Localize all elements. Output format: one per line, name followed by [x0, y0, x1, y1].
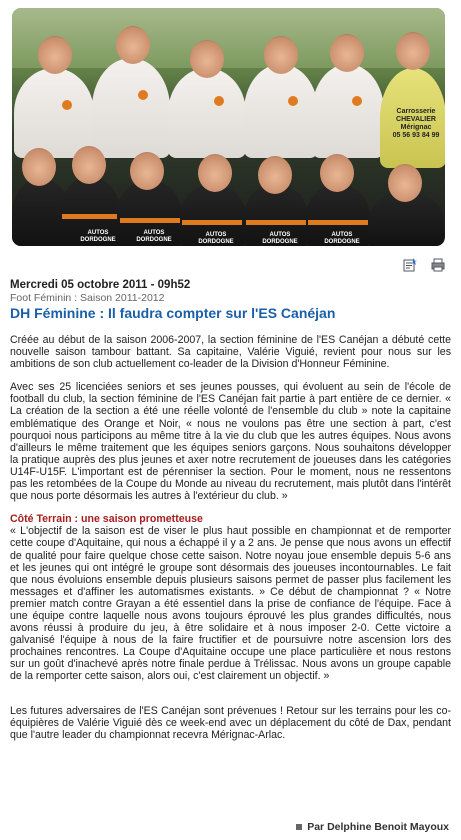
- author-byline: [296, 821, 449, 833]
- breadcrumb[interactable]: Foot Féminin : Saison 2011-2012: [10, 292, 165, 304]
- player-head: [190, 40, 224, 78]
- shirt-stripe: [308, 220, 368, 225]
- player-head: [116, 26, 150, 64]
- article-body: [10, 334, 451, 752]
- shirt-sponsor: AUTOS DORDOGNE: [198, 232, 234, 245]
- player-head: [72, 146, 106, 184]
- author-name: Par Delphine Benoit Mayoux: [307, 821, 449, 833]
- player-back-4: [244, 64, 318, 158]
- club-crest: [62, 100, 72, 110]
- player-back-1: [14, 68, 94, 158]
- paragraph-club: Avec ses 25 licenciées seniors et ses jeunes pousses, qui évoluent au sein de l'école de football du club, la section féminine de l'ES Canéjan fait partie à part entière de ce dernier. « La création de la section a été une réelle volonté de l'ensemble du club » note la capitaine emblématique des Orange et Noir, « nous ne voulons pas être une section à part, c'est pourquoi nous participons au même titre à la vie du club que les autres équipes. Nous avons d'ailleurs le même traitement que les équipes seniors garçons. Nous souhaitons développer la pratique auprès des plus jeunes et axer notre recrutement de joueuses dans les catégories U14F-U15F. L'important est de pérenniser la section. Pour le moment, nous ne ressentons pas les retombées de la Coupe du Monde au niveau du recrutement, mais plutôt dans l'intérêt que nous porte désormais les autres à l'extérieur du club. »: [10, 381, 451, 503]
- shirt-sponsor: AUTOS DORDOGNE: [324, 232, 360, 245]
- shirt-sponsor: AUTOS DORDOGNE: [136, 230, 172, 243]
- club-crest: [352, 96, 362, 106]
- player-head: [130, 152, 164, 190]
- paragraph-season: « L'objectif de la saison est de viser le plus haut possible en championnat et de remporter cette coupe d'Aquitaine, qui nous a échappé il y a 2 ans. Je pense que nous avons un effectif de qualité pour faire quelque chose cette saison. Notre noyau joue ensemble depuis 5-6 ans et les jeunes qui ont intégré le groupe sont désormais des joueuses incontournables. Le fait que nous évoluions ensemble depuis plusieurs saisons permet de passer plus facilement les messages et d'affiner les automatismes existants. » Ce début de championnat ? « Notre premier match contre Grayan a été essentiel dans la prise de confiance de l'équipe. Face à une équipe contre laquelle nous avons toujours éprouvé les plus grandes difficultés, nous avons réussi à produire du jeu, à être solidaire et à nous imposer 2-0. Cette victoire a galvanisé l'équipe à nous de la faire fructifier et de poursuivre notre ascension lors des prochaines rencontres. La Coupe d'Aquitaine occupe une place particulière et nous restons sur un goût d'inachevé après notre finale perdue à Trélissac. Nous avons un groupe capable de la remporter cette saison, alors oui, c'est clairement un objectif. »: [10, 525, 451, 683]
- shirt-stripe: [62, 214, 117, 219]
- article-title: DH Féminine : Il faudra compter sur l'ES Canéjan: [10, 305, 336, 321]
- player-head: [320, 154, 354, 192]
- paragraph-conclusion: Les futures adversaires de l'ES Canéjan sont prévenues ! Retour sur les terrains pour les co-équipières de Valérie Viguié dès ce week-end avec un déplacement du côté de Dax, pendant que l'autre leader du championnat recevra Mérignac-Arlac.: [10, 704, 451, 741]
- keeper-sponsor: Carrosserie CHEVALIER Mérignac 05 56 93 84 99: [392, 108, 440, 139]
- club-crest: [288, 96, 298, 106]
- team-photo: [12, 8, 445, 246]
- player-head: [258, 156, 292, 194]
- player-head: [330, 34, 364, 72]
- share-icon[interactable]: [403, 258, 417, 272]
- shirt-sponsor: AUTOS DORDOGNE: [80, 230, 116, 243]
- club-crest: [138, 90, 148, 100]
- player-head: [22, 148, 56, 186]
- shirt-stripe: [120, 218, 180, 223]
- shirt-stripe: [246, 220, 306, 225]
- player-back-3: [168, 68, 246, 158]
- grass-background: [12, 8, 445, 68]
- player-head: [396, 32, 430, 70]
- player-head: [198, 154, 232, 192]
- article-toolbar: [403, 258, 445, 272]
- player-back-2: [92, 58, 170, 158]
- club-crest: [214, 96, 224, 106]
- player-head: [264, 36, 298, 74]
- article-date: Mercredi 05 octobre 2011 - 09h52: [10, 279, 191, 291]
- shirt-sponsor: AUTOS DORDOGNE: [262, 232, 298, 245]
- shirt-stripe: [182, 220, 242, 225]
- square-bullet-icon: [296, 824, 302, 830]
- player-head: [38, 36, 72, 74]
- print-icon[interactable]: [431, 258, 445, 272]
- section-heading: Côté Terrain : une saison prometteuse: [10, 513, 203, 526]
- player-back-5: [312, 64, 384, 158]
- player-head: [388, 164, 422, 202]
- paragraph-intro: Créée au début de la saison 2006-2007, la section féminine de l'ES Canéjan a débuté cette nouvelle saison tambour battant. Sa capitaine, Valérie Viguié, revient pour nous sur les ambitions de son club actuellement co-leader de la Division d'Honneur Féminine.: [10, 334, 451, 371]
